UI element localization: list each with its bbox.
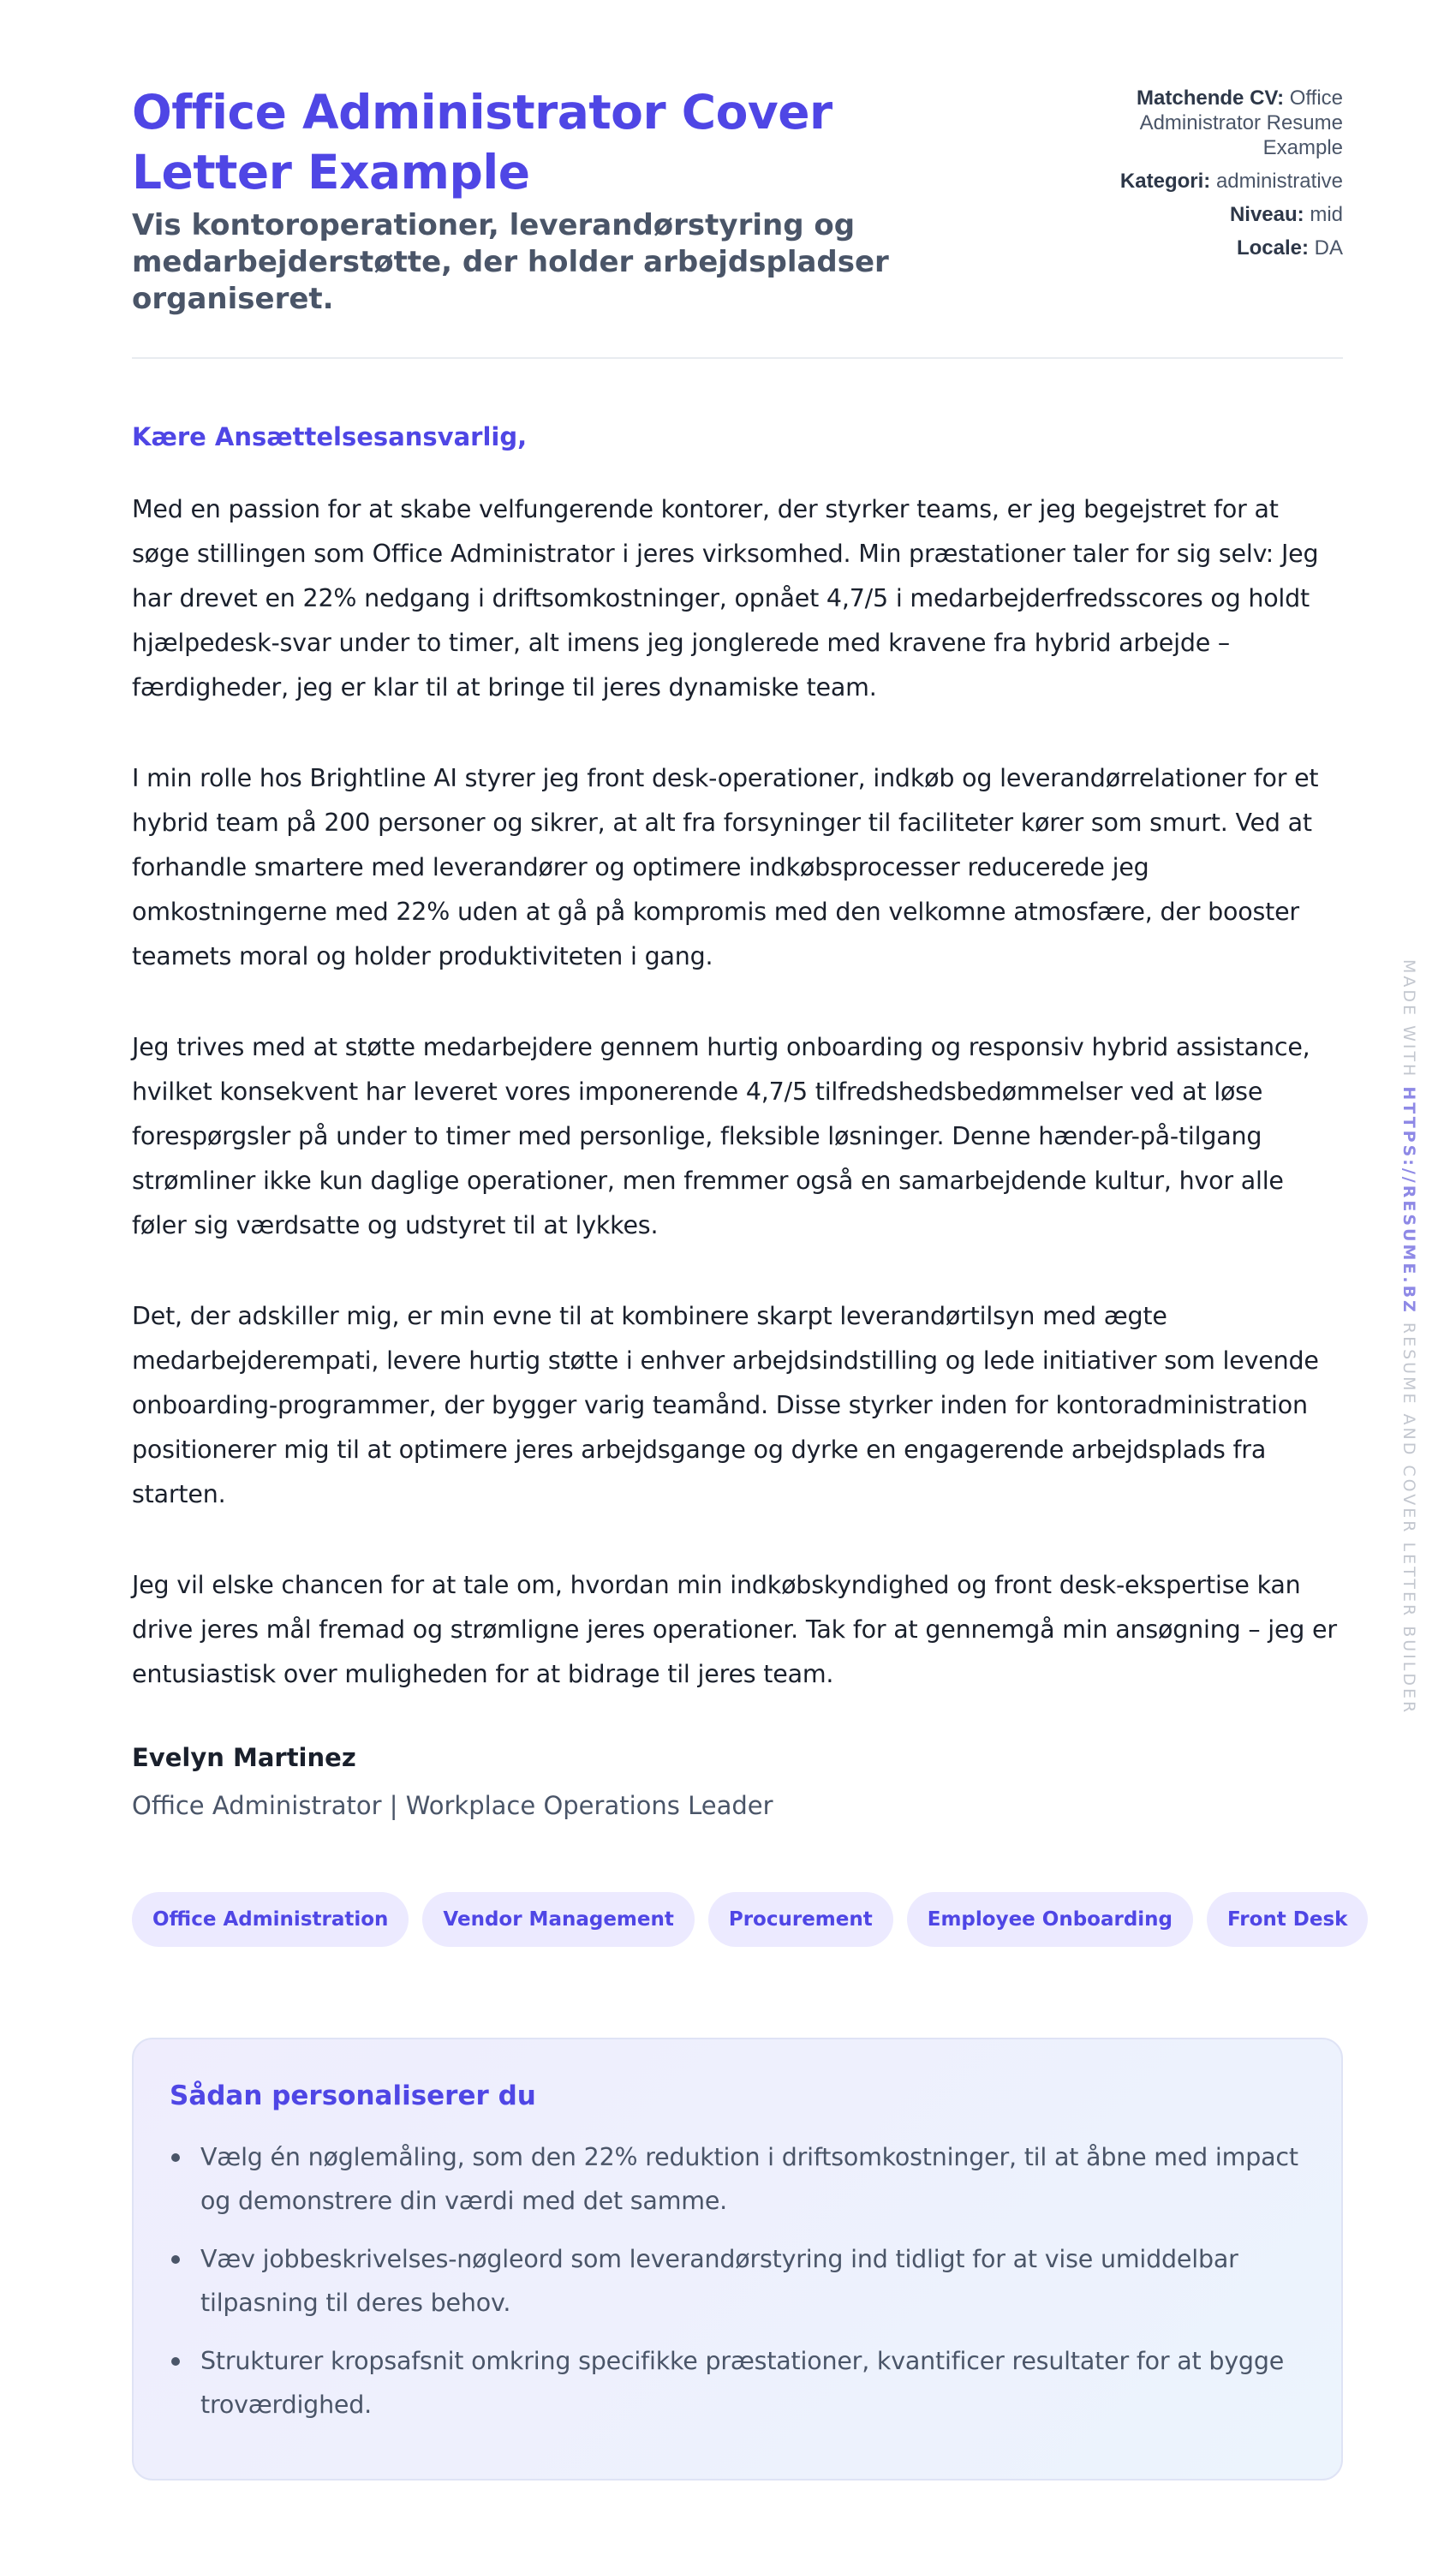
page-title: Office Administrator Cover Letter Example bbox=[132, 85, 832, 200]
meta-matching-cv-label: Matchende CV: bbox=[1137, 87, 1285, 110]
meta-matching-cv bbox=[1086, 86, 1343, 160]
meta-level-label: Niveau: bbox=[1229, 203, 1304, 226]
meta-locale-label: Locale: bbox=[1236, 236, 1309, 260]
meta-panel bbox=[1086, 86, 1343, 269]
letter-body bbox=[132, 487, 1343, 1697]
letter-paragraph: Jeg trives med at støtte medarbejdere gennem hurtig onboarding og responsiv hybrid assistance, hvilket konsekvent har leveret vores imponerende 4,7/5 tilfredshedsbedømmelser ved at løse forespørgsler på under to timer med personlige, fleksible løsninger. Denne hænder-på-tilgang strømliner ikke kun daglige operationer, men fremmer også en samarbejdende kultur, hvor alle føler sig værdsatte og udstyret til at lykkes. bbox=[132, 1033, 1310, 1239]
skill-tags bbox=[132, 1892, 1348, 1947]
skill-tag[interactable]: Front Desk bbox=[1207, 1892, 1368, 1947]
signature-name: Evelyn Martinez bbox=[132, 1743, 356, 1772]
cover-letter-page bbox=[132, 82, 1348, 2480]
meta-level bbox=[1086, 202, 1343, 227]
letter-paragraph: Jeg vil elske chancen for at tale om, hvordan min indkøbskyndighed og front desk-ekspertise kan drive jeres mål fremad og strømligne jeres operationer. Tak for at gennemgå min ansøgning – jeg er entusiastisk over muligheden for at bidrage til jeres team. bbox=[132, 1571, 1337, 1688]
skill-tag[interactable]: Employee Onboarding bbox=[907, 1892, 1193, 1947]
header-divider bbox=[132, 357, 1343, 359]
watermark-text bbox=[1399, 959, 1418, 1715]
skill-tag[interactable]: Vendor Management bbox=[422, 1892, 694, 1947]
meta-category-value: administrative bbox=[1215, 170, 1343, 193]
tips-list bbox=[170, 2135, 1305, 2427]
meta-matching-cv-value[interactable]: Office Administrator Resume Example bbox=[1139, 87, 1343, 159]
meta-level-value: mid bbox=[1310, 203, 1343, 226]
watermark-link[interactable]: HTTPS://RESUME.BZ bbox=[1399, 1086, 1418, 1315]
watermark-prefix: MADE WITH bbox=[1399, 959, 1418, 1079]
letter-greeting: Kære Ansættelsesansvarlig, bbox=[132, 422, 528, 451]
watermark-suffix: RESUME AND COVER LETTER BUILDER bbox=[1399, 1322, 1418, 1716]
letter-paragraph: Med en passion for at skabe velfungerende kontorer, der styrker teams, er jeg begejstret for at søge stillingen som Office Administrator i jeres virksomhed. Min præstationer taler for sig selv: Jeg har drevet en 22% nedgang i driftsomkostninger, opnået 4,7/5 i medarbejderfredsscores og holdt hjælpedesk-svar under to timer, alt imens jeg jonglerede med kravene fra hybrid arbejde – færdigheder, jeg er klar til at bringe til jeres dynamiske team. bbox=[132, 495, 1319, 701]
tips-title: Sådan personaliserer du bbox=[170, 2080, 536, 2111]
skill-tag[interactable]: Procurement bbox=[708, 1892, 893, 1947]
page-subtitle: Vis kontoroperationer, leverandørstyring og medarbejderstøtte, der holder arbejdspladser organiseret. bbox=[132, 208, 889, 316]
meta-category-label: Kategori: bbox=[1119, 170, 1211, 193]
header-titles bbox=[132, 82, 988, 318]
tip-item: Væv jobbeskrivelses-nøgleord som leverandørstyring ind tidligt for at vise umiddelbar tilpasning til deres behov. bbox=[170, 2237, 1305, 2325]
meta-category bbox=[1086, 169, 1343, 194]
meta-locale-value: DA bbox=[1314, 236, 1343, 260]
meta-locale bbox=[1086, 236, 1343, 260]
tip-item: Vælg én nøglemåling, som den 22% reduktion i driftsomkostninger, til at åbne med impact og demonstrere din værdi med det samme. bbox=[170, 2135, 1305, 2223]
tip-item: Strukturer kropsafsnit omkring specifikke præstationer, kvantificer resultater for at bygge troværdighed. bbox=[170, 2339, 1305, 2427]
skill-tag[interactable]: Office Administration bbox=[132, 1892, 409, 1947]
made-with-watermark bbox=[1394, 959, 1420, 1716]
letter-paragraph: I min rolle hos Brightline AI styrer jeg front desk-operationer, indkøb og leverandørrelationer for et hybrid team på 200 personer og sikrer, at alt fra forsyninger til faciliteter kører som smurt. Ved at forhandle smartere med leverandører og optimere indkøbsprocesser reducerede jeg omkostningerne med 22% uden at gå på kompromis med den velkomne atmosfære, der booster teamets moral og holder produktiviteten i gang. bbox=[132, 764, 1319, 970]
signature-role: Office Administrator | Workplace Operations Leader bbox=[132, 1791, 773, 1820]
page-header bbox=[132, 82, 1343, 318]
letter-paragraph: Det, der adskiller mig, er min evne til at kombinere skarpt leverandørtilsyn med ægte medarbejderempati, levere hurtig støtte i enhver arbejdsindstilling og lede initiativer som levende onboarding-programmer, der bygger varig teamånd. Disse styrker inden for kontoradministration positionerer mig til at optimere jeres arbejdsgange og dyrke en engagerende arbejdsplads fra starten. bbox=[132, 1302, 1319, 1508]
personalization-tips-card bbox=[132, 2038, 1343, 2480]
